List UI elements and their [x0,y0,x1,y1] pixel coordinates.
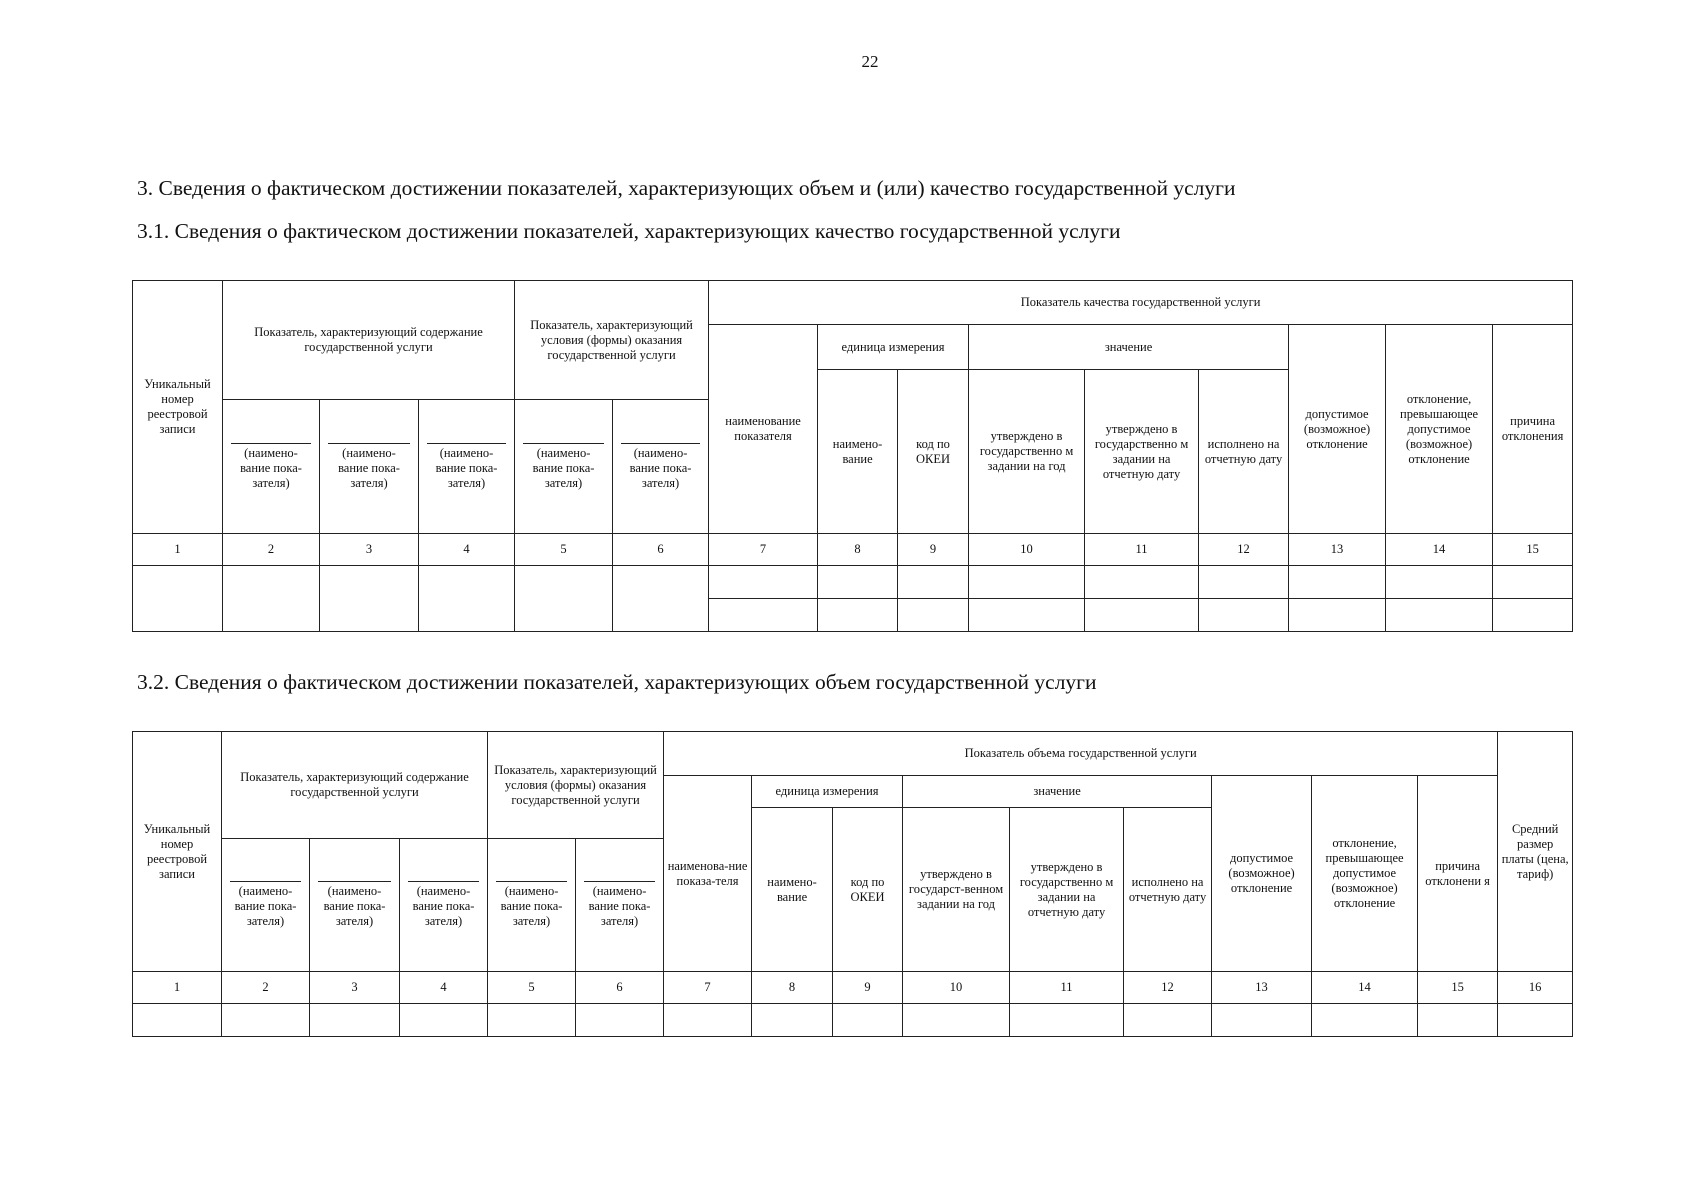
column-number: 15 [1418,972,1498,1004]
approved-date-header: утверждено в государственно м задании на отчетную дату [1085,370,1199,534]
allowed-deviation-header: допустимое (возможное) отклонение [1289,325,1386,534]
column-number: 14 [1386,534,1493,566]
table-cell [1386,566,1493,599]
column-number: 5 [515,534,613,566]
content-indicator-header: Показатель, характеризующий содержание государственной услуги [223,281,515,400]
column-number: 15 [1493,534,1573,566]
table-cell [1199,599,1289,632]
okei-code-header: код по ОКЕИ [833,808,903,972]
table-cell [1289,566,1386,599]
column-number: 12 [1124,972,1212,1004]
content-indicator-header: Показатель, характеризующий содержание государственной услуги [222,732,488,839]
quality-indicator-header: Показатель качества государственной услуги [709,281,1573,325]
column-number: 4 [400,972,488,1004]
table-cell [833,1004,903,1037]
table-cell [222,1004,310,1037]
table-cell [576,1004,664,1037]
table-cell [133,1004,222,1037]
table-cell [969,566,1085,599]
table-cell [223,566,320,632]
okei-code-header: код по ОКЕИ [898,370,969,534]
unique-number-header: Уникальный номер реестровой записи [133,732,222,972]
approved-date-header: утверждено в государственно м задании на отчетную дату [1010,808,1124,972]
column-number: 1 [133,534,223,566]
column-number: 11 [1010,972,1124,1004]
column-number: 7 [664,972,752,1004]
sub-indicator-name: (наимено-вание пока-зателя) [576,839,664,972]
column-number: 2 [223,534,320,566]
column-number: 14 [1312,972,1418,1004]
column-number: 13 [1212,972,1312,1004]
column-number: 13 [1289,534,1386,566]
column-number: 3 [320,534,419,566]
allowed-deviation-header: допустимое (возможное) отклонение [1212,776,1312,972]
executed-date-header: исполнено на отчетную дату [1199,370,1289,534]
table-cell [488,1004,576,1037]
sub-indicator-name: (наимено-вание пока-зателя) [222,839,310,972]
unit-name-header: наимено-вание [752,808,833,972]
sub-indicator-name: (наимено-вание пока-зателя) [515,400,613,534]
indicator-name-header: наименование показателя [709,325,818,534]
section-3-2-title: 3.2. Сведения о фактическом достижении показателей, характеризующих объем государственной услуги [137,670,1097,694]
volume-indicator-header: Показатель объема государственной услуги [664,732,1498,776]
table-cell [1212,1004,1312,1037]
sub-indicator-name: (наимено-вание пока-зателя) [310,839,400,972]
table-cell [1493,599,1573,632]
section-3-title: 3. Сведения о фактическом достижении показателей, характеризующих объем и (или) качество государственной услуги [137,176,1236,200]
column-number: 6 [613,534,709,566]
table-cell [1493,566,1573,599]
table-cell [1289,599,1386,632]
table-cell [613,566,709,632]
table-cell [709,566,818,599]
unique-number-header: Уникальный номер реестровой записи [133,281,223,534]
table-cell [664,1004,752,1037]
table-cell [903,1004,1010,1037]
table-cell [515,566,613,632]
sub-indicator-name: (наимено-вание пока-зателя) [400,839,488,972]
sub-indicator-name: (наимено-вание пока-зателя) [488,839,576,972]
table-cell [898,566,969,599]
table-cell [818,566,898,599]
column-number: 12 [1199,534,1289,566]
table-cell [898,599,969,632]
column-number: 7 [709,534,818,566]
column-number: 2 [222,972,310,1004]
deviation-reason-header: причина отклонения [1493,325,1573,534]
sub-indicator-name: (наимено-вание пока-зателя) [320,400,419,534]
column-number: 10 [903,972,1010,1004]
table-cell [133,566,223,632]
column-number: 9 [833,972,903,1004]
deviation-reason-header: причина отклонени я [1418,776,1498,972]
column-number: 8 [818,534,898,566]
indicator-name-header: наименова-ние показа-теля [664,776,752,972]
table-cell [969,599,1085,632]
excess-deviation-header: отклонение, превышающее допустимое (возможное) отклонение [1312,776,1418,972]
table-cell [1312,1004,1418,1037]
column-number: 6 [576,972,664,1004]
column-number: 10 [969,534,1085,566]
column-number: 11 [1085,534,1199,566]
table-cell [1085,566,1199,599]
table-cell [1386,599,1493,632]
sub-indicator-name: (наимено-вание пока-зателя) [419,400,515,534]
table-cell [400,1004,488,1037]
table-cell [752,1004,833,1037]
column-number: 5 [488,972,576,1004]
conditions-indicator-header: Показатель, характеризующий условия (формы) оказания государственной услуги [488,732,664,839]
table-cell [818,599,898,632]
column-number: 16 [1498,972,1573,1004]
table-cell [320,566,419,632]
approved-year-header: утверждено в государст-венном задании на год [903,808,1010,972]
value-header: значение [969,325,1289,370]
sub-indicator-name: (наимено-вание пока-зателя) [613,400,709,534]
column-number: 1 [133,972,222,1004]
conditions-indicator-header: Показатель, характеризующий условия (формы) оказания государственной услуги [515,281,709,400]
volume-indicators-table [132,731,1573,1037]
value-header: значение [903,776,1212,808]
unit-header: единица измерения [818,325,969,370]
approved-year-header: утверждено в государственно м задании на год [969,370,1085,534]
executed-date-header: исполнено на отчетную дату [1124,808,1212,972]
column-number: 9 [898,534,969,566]
table-cell [709,599,818,632]
quality-indicators-table [132,280,1573,632]
page-number: 22 [861,52,879,71]
column-number: 4 [419,534,515,566]
table-cell [1085,599,1199,632]
sub-indicator-name: (наимено-вание пока-зателя) [223,400,320,534]
column-number: 3 [310,972,400,1004]
average-fee-header: Средний размер платы (цена, тариф) [1498,732,1573,972]
table-cell [1498,1004,1573,1037]
table-cell [1124,1004,1212,1037]
unit-header: единица измерения [752,776,903,808]
table-cell [1418,1004,1498,1037]
column-number: 8 [752,972,833,1004]
table-cell [310,1004,400,1037]
section-3-1-title: 3.1. Сведения о фактическом достижении показателей, характеризующих качество государственной услуги [137,219,1121,243]
table-cell [1199,566,1289,599]
unit-name-header: наимено-вание [818,370,898,534]
table-cell [419,566,515,632]
table-cell [1010,1004,1124,1037]
excess-deviation-header: отклонение, превышающее допустимое (возможное) отклонение [1386,325,1493,534]
